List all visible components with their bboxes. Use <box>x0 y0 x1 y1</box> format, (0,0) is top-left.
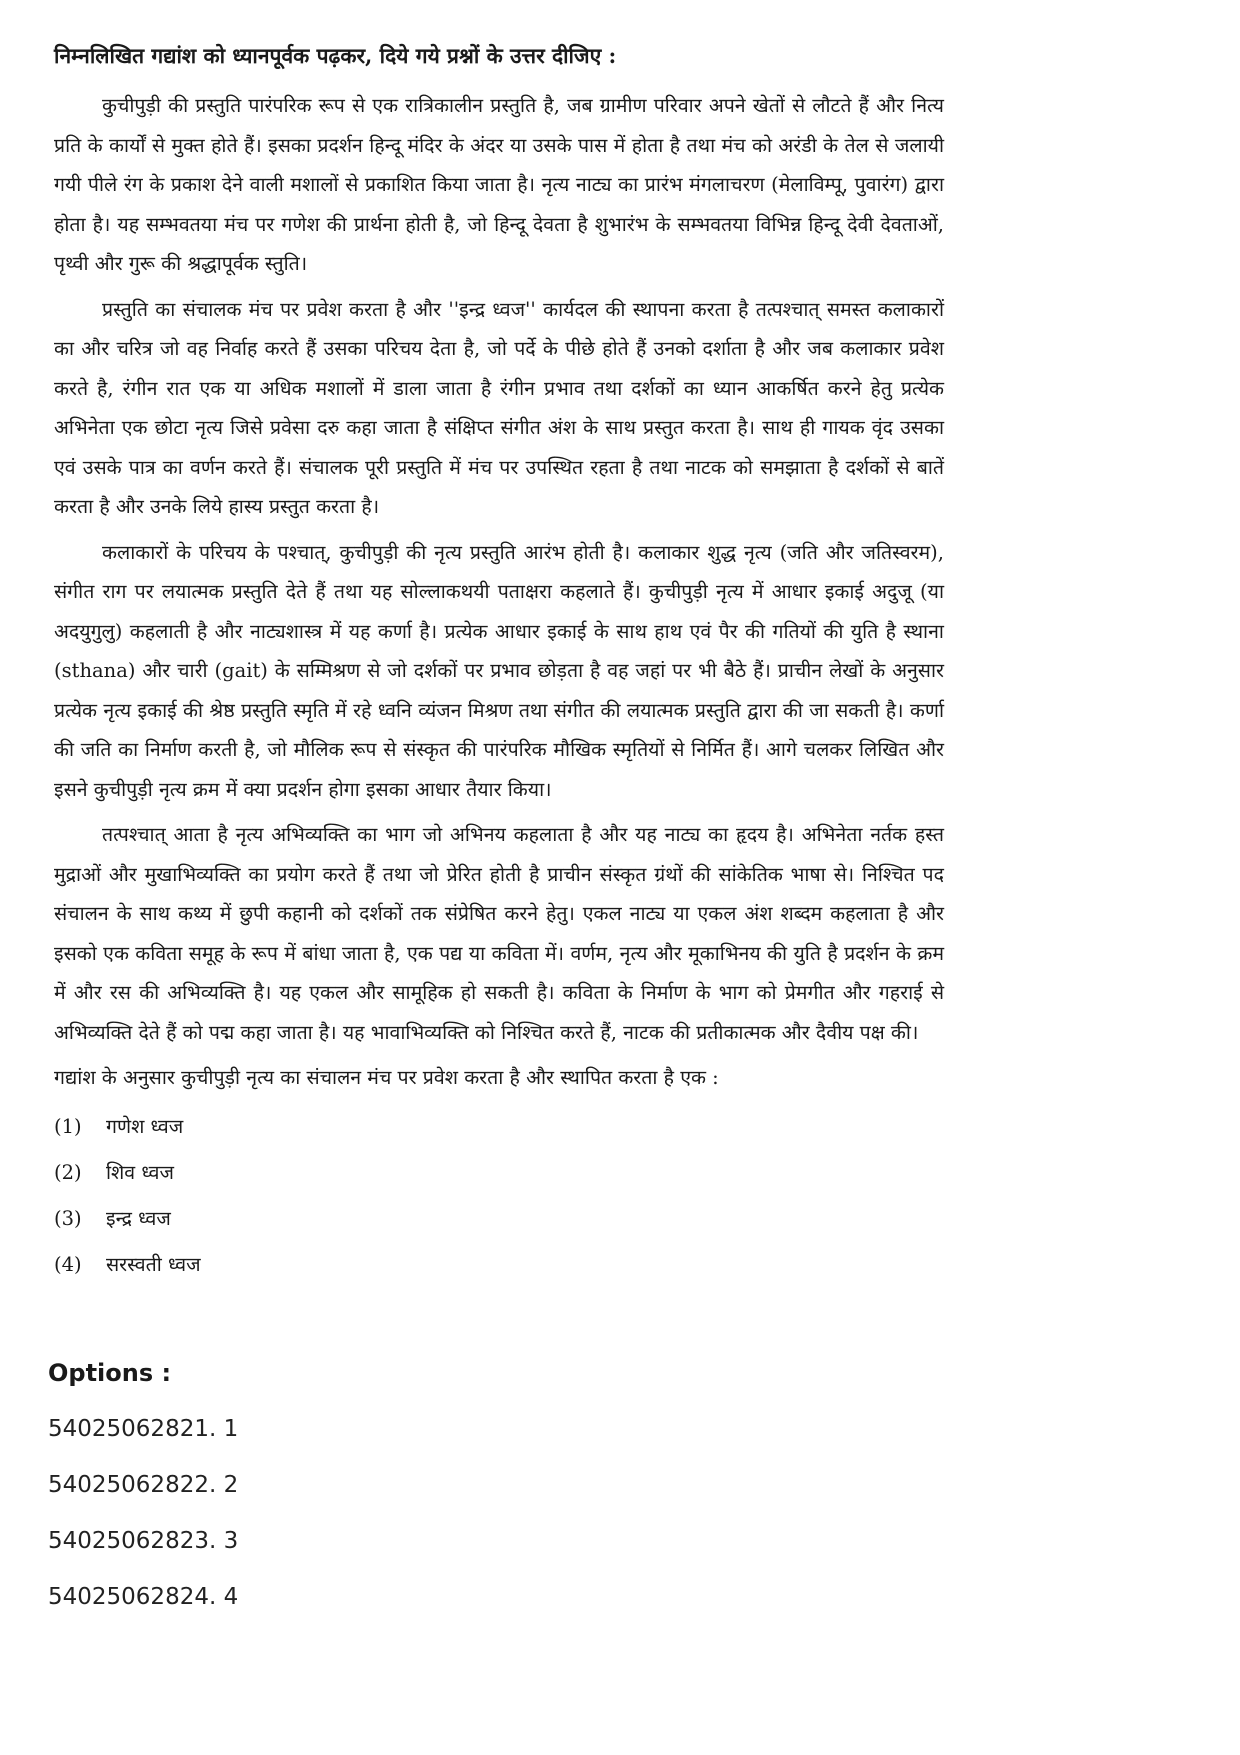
choice-text: गणेश ध्वज <box>106 1115 184 1138</box>
passage-paragraph-4: तत्पश्चात् आता है नृत्य अभिव्यक्ति का भाग जो अभिनय कहलाता है और यह नाट्य का हृदय है। अभिनेता नर्तक हस्त मुद्राओं और मुखाभिव्यक्ति का प्रयोग करते हैं तथा जो प्रेरित होती है प्राचीन संस्कृत ग्रंथों की सांकेतिक भाषा से। निश्चित पद संचालन के साथ कथ्य में छुपी कहानी को दर्शकों तक संप्रेषित करने हेतु। एकल नाट्य या एकल अंश शब्दम कहलाता है और इसको एक कविता समूह के रूप में बांधा जाता है, एक पद्य या कविता में। वर्णम, नृत्य और मूकाभिनय की युति है प्रदर्शन के क्रम में और रस की अभिव्यक्ति है। यह एकल और सामूहिक हो सकती है। कविता के निर्माण के भाग को प्रेमगीत और गहराई से अभिव्यक्ति देते हैं को पद्म कहा जाता है। यह भावाभिव्यक्ति को निश्चित करते हैं, नाटक की प्रतीकात्मक और दैवीय पक्ष की। <box>54 823 944 1044</box>
choice-item <box>54 1196 944 1242</box>
choice-number: (3) <box>54 1207 82 1230</box>
instruction-heading: निम्नलिखित गद्यांश को ध्यानपूर्वक पढ़कर, दिये गये प्रश्नों के उत्तर दीजिए : <box>54 43 617 68</box>
passage-block <box>54 36 944 1288</box>
passage-paragraph-1: कुचीपुड़ी की प्रस्तुति पारंपरिक रूप से एक रात्रिकालीन प्रस्तुति है, जब ग्रामीण परिवार अपने खेतों से लौटते हैं और नित्य प्रति के कार्यों से मुक्त होते हैं। इसका प्रदर्शन हिन्दू मंदिर के अंदर या उसके पास में होता है तथा मंच को अरंडी के तेल से जलायी गयी पीले रंग के प्रकाश देने वाली मशालों से प्रकाशित किया जाता है। नृत्य नाट्य का प्रारंभ मंगलाचरण (मेलाविम्पू, पुवारंग) द्वारा होता है। यह सम्भवतया मंच पर गणेश की प्रार्थना होती है, जो हिन्दू देवता है शुभारंभ के सम्भवतया विभिन्न हिन्दू देवी देवताओं, पृथ्वी और गुरू की श्रद्धापूर्वक स्तुति। <box>54 94 944 275</box>
choice-number: (2) <box>54 1161 82 1184</box>
choice-number: (4) <box>54 1253 82 1276</box>
choice-item <box>54 1150 944 1196</box>
choice-item <box>54 1104 944 1150</box>
choice-item <box>54 1242 944 1288</box>
options-section <box>48 1353 238 1633</box>
options-heading: Options : <box>48 1359 172 1387</box>
option-item-1[interactable]: 54025062821. 1 <box>48 1416 239 1442</box>
choice-number: (1) <box>54 1115 82 1138</box>
passage-paragraph-2: प्रस्तुति का संचालक मंच पर प्रवेश करता है और ''इन्द्र ध्वज'' कार्यदल की स्थापना करता है तत्पश्चात् समस्त कलाकारों का और चरित्र जो वह निर्वाह करते हैं उसका परिचय देता है, जो पर्दे के पीछे होते हैं उनको दर्शाता है और जब कलाकार प्रवेश करते है, रंगीन रात एक या अधिक मशालों में डाला जाता है रंगीन प्रभाव तथा दर्शकों का ध्यान आकर्षित करने हेतु प्रत्येक अभिनेता एक छोटा नृत्य जिसे प्रवेसा दरु कहा जाता है संक्षिप्त संगीत अंश के साथ प्रस्तुत करता है। साथ ही गायक वृंद उसका एवं उसके पात्र का वर्णन करते हैं। संचालक पूरी प्रस्तुति में मंच पर उपस्थित रहता है तथा नाटक को समझाता है दर्शकों से बातें करता है और उनके लिये हास्य प्रस्तुत करता है। <box>54 297 944 518</box>
question-text: गद्यांश के अनुसार कुचीपुड़ी नृत्य का संचालन मंच पर प्रवेश करता है और स्थापित करता है एक : <box>54 1066 719 1089</box>
choice-text: इन्द्र ध्वज <box>106 1207 171 1230</box>
option-item-4[interactable]: 54025062824. 4 <box>48 1584 239 1610</box>
choice-text: शिव ध्वज <box>106 1161 174 1184</box>
choice-list <box>54 1104 944 1288</box>
option-item-3[interactable]: 54025062823. 3 <box>48 1528 239 1554</box>
option-item-2[interactable]: 54025062822. 2 <box>48 1472 239 1498</box>
choice-text: सरस्वती ध्वज <box>106 1253 201 1276</box>
passage-paragraph-3: कलाकारों के परिचय के पश्चात्, कुचीपुड़ी की नृत्य प्रस्तुति आरंभ होती है। कलाकार शुद्ध नृत्य (जति और जतिस्वरम), संगीत राग पर लयात्मक प्रस्तुति देते हैं तथा यह सोल्लाकथयी पताक्षरा कहलाते हैं। कुचीपुड़ी नृत्य में आधार इकाई अदुजू (या अदयुगुलु) कहलाती है और नाट्यशास्त्र में यह कर्णा है। प्रत्येक आधार इकाई के साथ हाथ एवं पैर की गतियों की युति है स्थाना (sthana) और चारी (gait) के सम्मिश्रण से जो दर्शकों पर प्रभाव छोड़ता है वह जहां पर भी बैठे हैं। प्राचीन लेखों के अनुसार प्रत्येक नृत्य इकाई की श्रेष्ठ प्रस्तुति स्मृति में रहे ध्वनि व्यंजन मिश्रण तथा संगीत की लयात्मक प्रस्तुति द्वारा की जा सकती है। कर्णा की जति का निर्माण करती है, जो मौलिक रूप से संस्कृत की पारंपरिक मौखिक स्मृतियों से निर्मित हैं। आगे चलकर लिखित और इसने कुचीपुड़ी नृत्य क्रम में क्या प्रदर्शन होगा इसका आधार तैयार किया। <box>54 540 944 801</box>
